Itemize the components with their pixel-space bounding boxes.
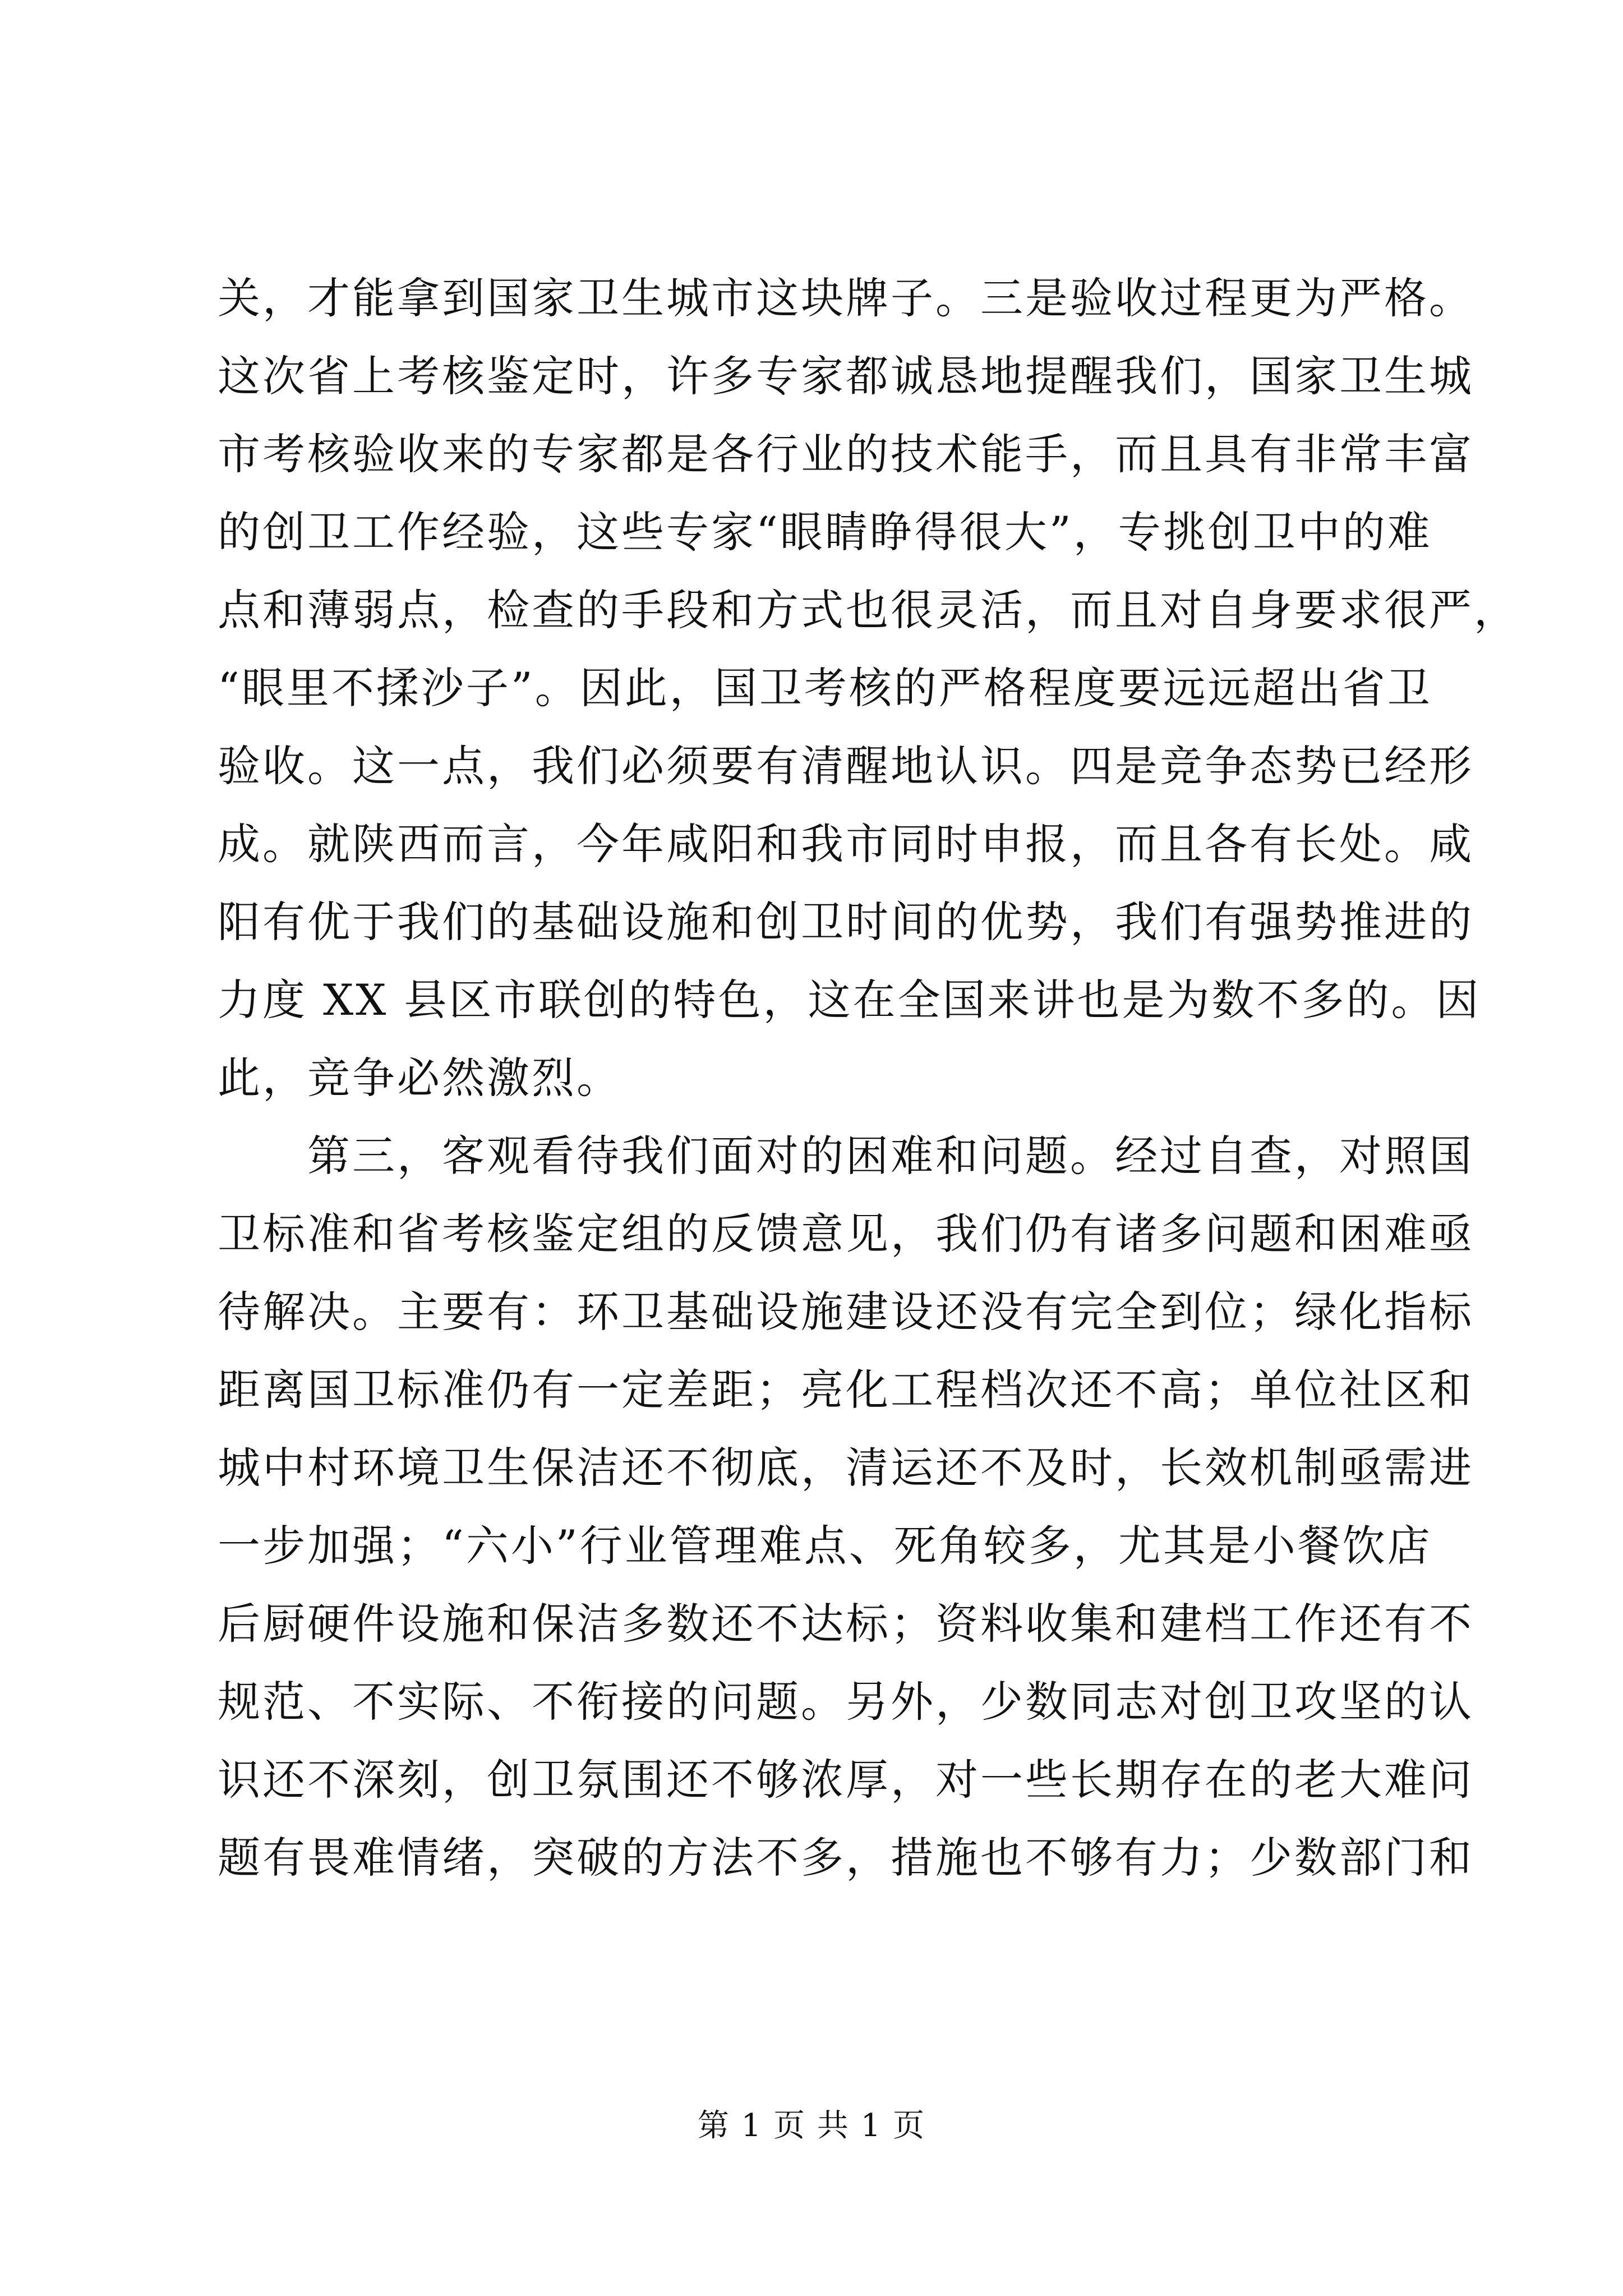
page-number: 第 1 页 共 1 页 [697, 2108, 926, 2144]
text-line: 卫标准和省考核鉴定组的反馈意见，我们仍有诸多问题和困难亟 [218, 1209, 1474, 1259]
paragraph-start-line: 第三，客观看待我们面对的困难和问题。经过自查，对照国 [307, 1131, 1474, 1181]
text-line: 的创卫工作经验，这些专家“眼睛睁得很大”，专挑创卫中的难 [218, 507, 1432, 557]
text-line: 一步加强；“六小”行业管理难点、死角较多，尤其是小餐饮店 [218, 1521, 1432, 1571]
page-footer [0, 2101, 1623, 2146]
text-line: 关，才能拿到国家卫生城市这块牌子。三是验收过程更为严格。 [218, 273, 1474, 323]
text-line: 此，竞争必然激烈。 [218, 1053, 621, 1103]
text-line: 这次省上考核鉴定时，许多专家都诚恳地提醒我们，国家卫生城 [218, 351, 1474, 401]
text-line: 力度 XX 县区市联创的特色，这在全国来讲也是为数不多的。因 [218, 975, 1481, 1025]
text-line: 识还不深刻，创卫氛围还不够浓厚，对一些长期存在的老大难问 [218, 1755, 1474, 1805]
text-line: 验收。这一点，我们必须要有清醒地认识。四是竞争态势已经形 [218, 741, 1474, 791]
text-line: “眼里不揉沙子”。因此，国卫考核的严格程度要远远超出省卫 [218, 663, 1432, 713]
text-line: 题有畏难情绪，突破的方法不多，措施也不够有力；少数部门和 [218, 1833, 1474, 1883]
text-line: 距离国卫标准仍有一定差距；亮化工程档次还不高；单位社区和 [218, 1365, 1474, 1415]
text-line: 市考核验收来的专家都是各行业的技术能手，而且具有非常丰富 [218, 429, 1474, 479]
text-line: 成。就陕西而言，今年咸阳和我市同时申报，而且各有长处。咸 [218, 819, 1474, 869]
text-line: 后厨硬件设施和保洁多数还不达标；资料收集和建档工作还有不 [218, 1599, 1474, 1649]
text-line: 阳有优于我们的基础设施和创卫时间的优势，我们有强势推进的 [218, 897, 1474, 947]
body-text [218, 259, 1519, 1897]
text-line: 待解决。主要有：环卫基础设施建设还没有完全到位；绿化指标 [218, 1287, 1474, 1337]
text-line: 城中村环境卫生保洁还不彻底，清运还不及时，长效机制亟需进 [218, 1443, 1474, 1493]
text-line: 点和薄弱点，检查的手段和方式也很灵活，而且对自身要求很严， [218, 585, 1519, 635]
text-line: 规范、不实际、不衔接的问题。另外，少数同志对创卫攻坚的认 [218, 1677, 1474, 1727]
